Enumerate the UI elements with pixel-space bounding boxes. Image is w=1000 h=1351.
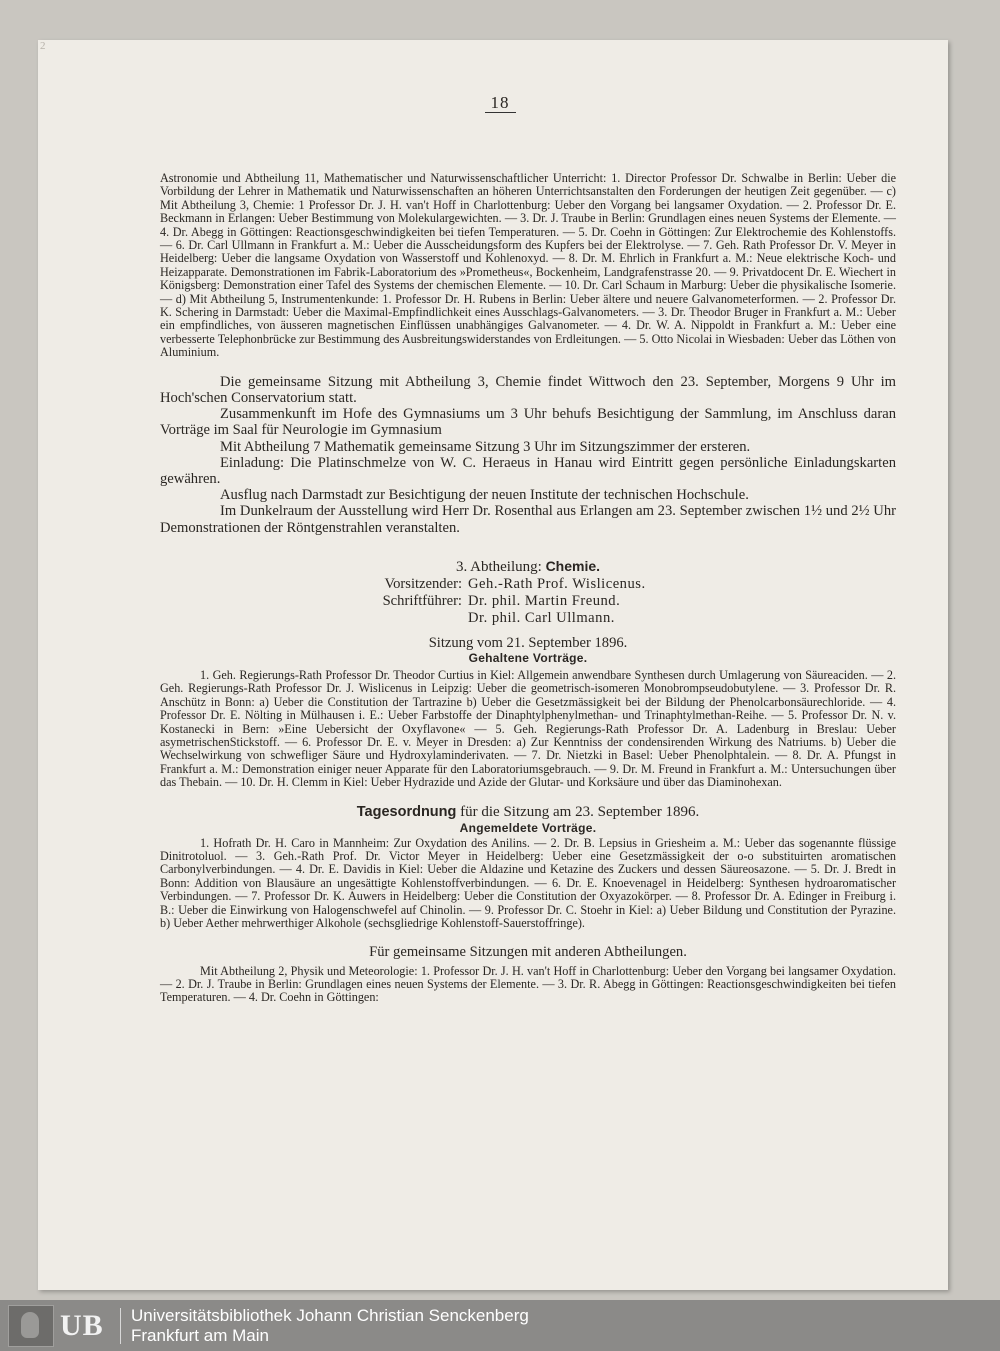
paragraph-excursion: Ausflug nach Darmstadt zur Besichtigung der neuen Institute der technischen Hochschule. [220, 487, 749, 504]
paragraph-gymnasium-meeting: Zusammenkunft im Hofe des Gymnasiums um 3 Uhr behufs Besichtigung der Sammlung, im Anschluss daran Vorträge im Saal für Neurologie im Gymnasium [160, 406, 896, 439]
paragraph-joint-session: Die gemeinsame Sitzung mit Abtheilung 3, Chemie findet Wittwoch den 23. September, Morgens 9 Uhr im Hoch'schen Conservatorium statt. [160, 373, 896, 406]
announced-text: 1. Hofrath Dr. H. Caro in Mannheim: Zur Oxydation des Anilins. — 2. Dr. B. Lepsius in Griesheim a. M.: Ueber das sogenannte flüssige Dinitrotoluol. — 3. Geh.-Rath Prof. Dr. Victor Meyer in Heidelberg: Ueber eine Gesetzmässigkeit der o-o substituirten aromatischen Carbonylverbindungen. — 4. Dr. E. Davidis in Kiel: Ueber die Aldazine und Ketazine des Zuckers und dessen Säureosazone. — 5. Dr. J. Bredt in Bonn: Addition von Blausäure an ungesättigte Kohlenstoffverbindungen. — 6. Dr. E. Knoevenagel in Heidelberg: Synthesen hydroaromatischer Verbindungen. — 7. Professor Dr. K. Auwers in Heidelberg: Ueber die Constitution der Oxyazokörper. — 8. Professor Dr. A. Edinger in Freiburg i. B.: Ueber die Einwirkung von Halogenschwefel auf Chinolin. — 9. Professor Dr. C. Stoehr in Kiel: a) Ueber Bildung und Constitution der Pyrazine. b) Ueber Aether mehrwerthiger Alkohole (sechsgliedrige Kohlenstoff-Sauerstoffringe). [160, 835, 896, 931]
page-corner-mark: 2 [40, 40, 46, 52]
chair-name: Geh.-Rath Prof. Wislicenus. [468, 575, 646, 592]
secretary-name-2: Dr. phil. Carl Ullmann. [468, 609, 615, 626]
footer-city: Frankfurt am Main [131, 1325, 269, 1345]
page-number-text: 18 [485, 93, 516, 113]
paragraph-invitation: Einladung: Die Platinschmelze von W. C. Heraeus in Hanau wird Eintritt gegen persönliche Einladungskarten gewähren. [160, 454, 896, 487]
portrait-icon [8, 1305, 54, 1347]
footer-library-name: Universitätsbibliothek Johann Christian Senckenberg [131, 1305, 529, 1325]
session-date: Sitzung vom 21. September 1896. [428, 634, 628, 651]
chair-role: Vorsitzender: [384, 575, 462, 592]
section-name: Chemie. [545, 557, 601, 574]
secretary-role: Schriftführer: [382, 592, 462, 609]
joint-sessions-text: Mit Abtheilung 2, Physik und Meteorologie: 1. Professor Dr. J. H. van't Hoff in Charlottenburg: Ueber den Vorgang bei langsamer Oxydation. — 2. Dr. J. Traube in Berlin: Grundlagen eines neuen Systems der Elemente. — 3. Dr. R. Abegg in Göttingen: Reactionsgeschwindigkeiten bei tiefen Temperaturen. — 4. Dr. Coehn in Göttingen: [160, 963, 896, 1005]
talks-heading: Gehaltene Vorträge. [468, 650, 588, 665]
page-number [0, 93, 1000, 113]
footer-text [131, 1306, 529, 1346]
agenda-heading-rest: für die Sitzung am 23. September 1896. [456, 803, 700, 820]
section-heading [160, 558, 896, 576]
section-number-label: 3. Abtheilung: [455, 558, 542, 575]
section-officers [160, 576, 896, 627]
agenda-heading-bold: Tagesordnung [356, 803, 457, 820]
library-logo-text: UB [60, 1308, 104, 1342]
agenda-heading [160, 804, 896, 821]
talks-text: 1. Geh. Regierungs-Rath Professor Dr. Theodor Curtius in Kiel: Allgemein anwendbare Synthesen durch Umlagerung von Säureaciden. — 2. Geh. Regierungs-Rath Professor Dr. J. Wislicenus in Leipzig: Ueber die geometrisch-isomeren Monobrompseudobutylene. — 3. Professor Dr. R. Anschütz in Bonn: a) Ueber die Constitution der Tartrazine b) Ueber die Gesetzmässigkeit bei der Bildung der Phenolcarbonsäurechloride. — 4. Professor Dr. E. Nölting in Mülhausen i. E.: Ueber Farbstoffe der Dinaphtylphenylmethan- und Trinaphtylmethan-Reihe. — 5. Professor Dr. N. v. Kostanecki in Bern: »Eine Uebersicht der Oxyflavone« — 5. Geh. Regierungs-Rath Professor Dr. A. Ladenburg in Breslau: Ueber asymetrischenStickstoff. — 6. Professor Dr. E. v. Meyer in Dresden: a) Zur Kenntniss der condensirenden Wirkung des Natriums. b) Ueber die Wechselwirkung von schwefliger Säure und Hydroxylaminderivaten. — 7. Dr. Nietzki in Basel: Ueber Phenolphtalein. — 8. Dr. A. Pfungst in Frankfurt a. M.: Demonstration einiger neuer Apparate für den Laboratoriumsgebrauch. — 9. Dr. M. Freund in Frankfurt a. M.: Untersuchungen über das Thebain. — 10. Dr. H. Clemm in Kiel: Ueber Hydrazide und Azide der Glutar- und Korksäure und über das Diaminohexan. [160, 667, 896, 790]
secretary-name-1: Dr. phil. Martin Freund. [468, 592, 621, 609]
paragraph-mathematics-session: Mit Abtheilung 7 Mathematik gemeinsame Sitzung 3 Uhr im Sitzungszimmer der ersteren. [220, 438, 751, 455]
joint-sessions-heading: Für gemeinsame Sitzungen mit anderen Abtheilungen. [369, 944, 687, 961]
paragraph-sessions-list: Astronomie und Abtheilung 11, Mathematischer und Naturwissenschaftlicher Unterricht: 1. Director Professor Dr. Schwalbe in Berlin: Ueber die Vorbildung der Lehrer in Mathematik und Naturwissenschaften an höheren Unterrichtsanstalten den Forderungen der heutigen Zeit gegenüber. — c) Mit Abtheilung 3, Chemie: 1 Professor Dr. J. H. van't Hoff in Charlottenburg: Ueber den Vorgang bei langsamer Oxydation. — 2. Professor Dr. E. Beckmann in Erlangen: Ueber Bestimmung von Molekulargewichten. — 3. Dr. J. Traube in Berlin: Grundlagen eines neuen Systems der Elemente. — 4. Dr. Abegg in Göttingen: Reactionsgeschwindigkeiten bei tiefen Temperaturen. — 5. Dr. Coehn in Göttingen: Zur Elektrochemie des Kohlenstoffs. — 6. Dr. Carl Ullmann in Frankfurt a. M.: Ueber die Ausscheidungsform des Kupfers bei der Elektrolyse. — 7. Geh. Rath Professor Dr. V. Meyer in Heidelberg: Ueber die langsame Oxydation von Wasserstoff und Kohlenoxyd. — 8. Dr. M. Ehrlich in Frankfurt a. M.: Neue elektrische Koch- und Heizapparate. Demonstrationen im Fabrik-Laboratorium des »Prometheus«, Bockenheim, Landgrafenstrasse 20. — 9. Privatdocent Dr. E. Wiechert in Königsberg: Demonstration einer Tafel des Systems der chemischen Elemente. — 10. Dr. Carl Schaum in Marburg: Ueber die physikalische Isomerie. — d) Mit Abtheilung 5, Instrumentenkunde: 1. Professor Dr. H. Rubens in Berlin: Ueber ältere und neuere Galvanometerformen. — 2. Professor Dr. K. Schering in Darmstadt: Ueber die Maximal-Empfindlichkeit eines Ausschlags-Galvanometers. — 3. Dr. Theodor Bruger in Frankfurt a. M.: Ueber ein empfindliches, von äusseren magnetischen Einflüssen unabhängiges Galvanometer. — 4. Dr. W. A. Nippoldt in Frankfurt a. M.: Ueber eine verbesserte Telephonbrücke zur Bestimmung des Ausbreitungswiderstandes von Erdleitungen. — 5. Otto Nicolai in Wiesbaden: Ueber das Löthen von Aluminium. [160, 171, 896, 360]
footer-divider [120, 1308, 121, 1344]
library-footer [0, 1300, 1000, 1351]
library-logo [0, 1300, 120, 1351]
paragraph-roentgen-demo: Im Dunkelraum der Ausstellung wird Herr Dr. Rosenthal aus Erlangen am 23. September zwischen 1½ und 2½ Uhr Demonstrationen der Röntgenstrahlen veranstalten. [160, 503, 896, 536]
announced-heading: Angemeldete Vorträge. [459, 820, 597, 835]
page-content [160, 172, 896, 1005]
